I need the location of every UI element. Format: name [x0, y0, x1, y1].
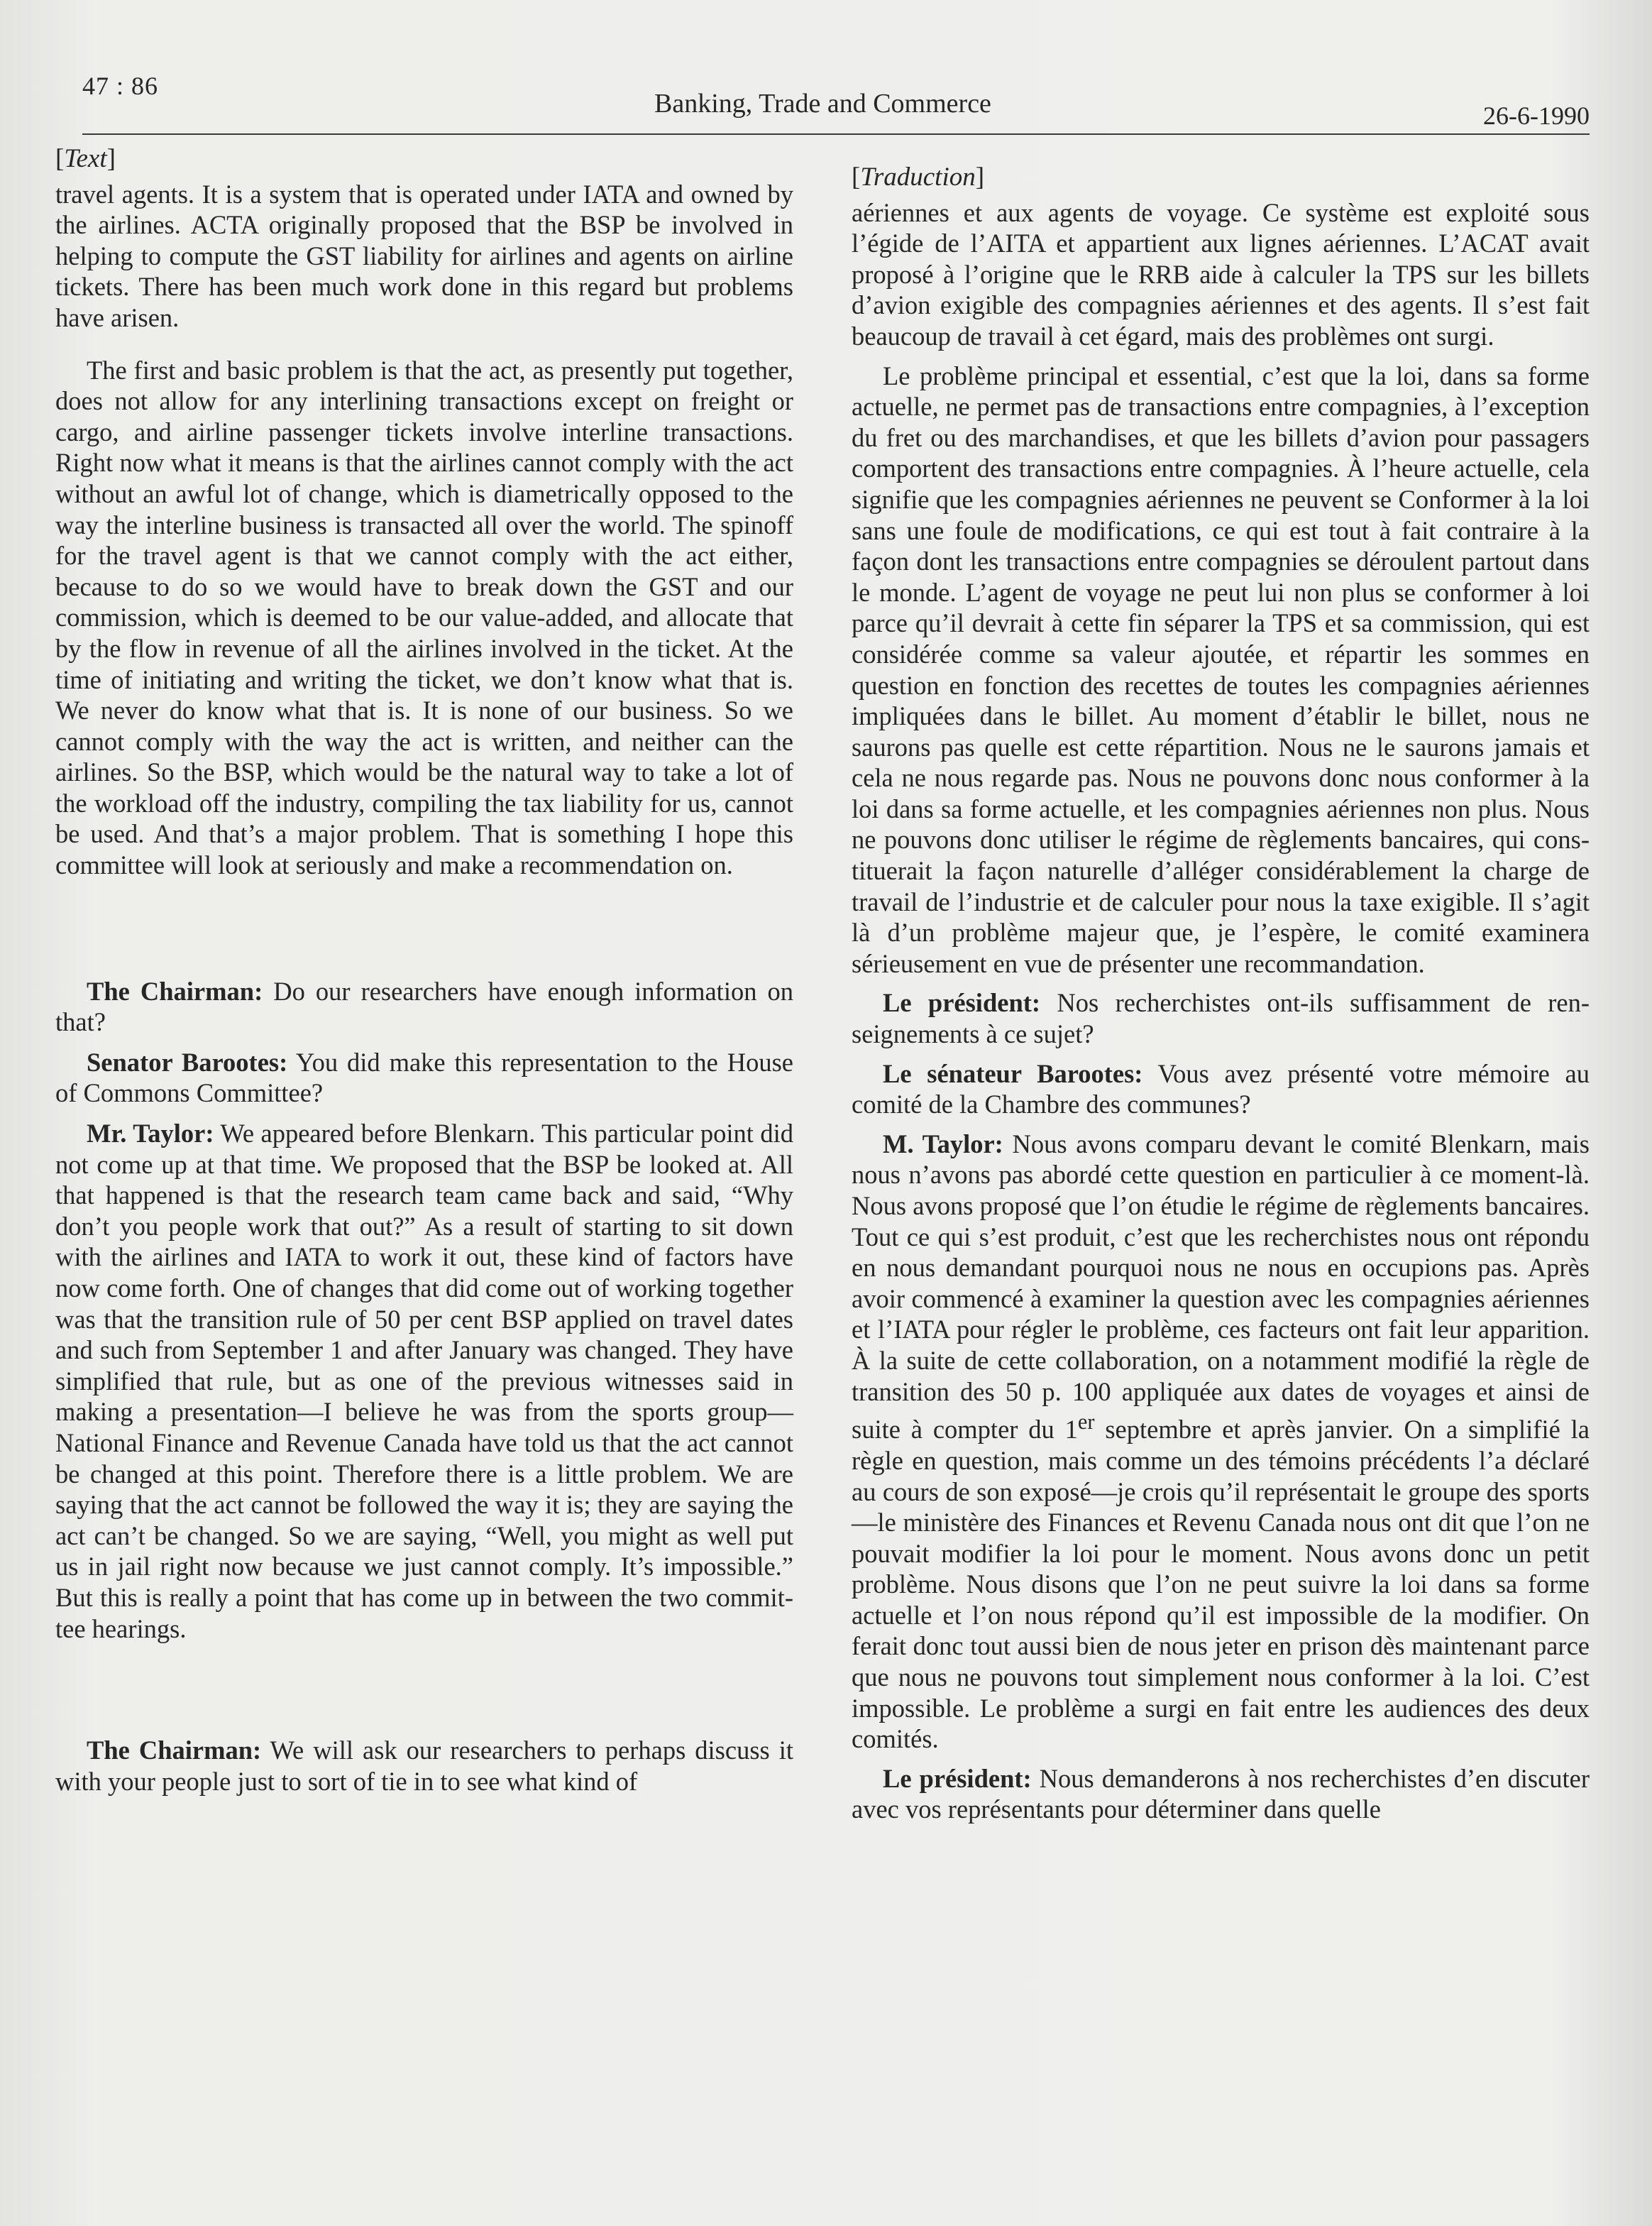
paragraph: The first and basic problem is that the act, as presently put together, does not allow for any interlining transactions except on freight or cargo, and airline passenger tickets involve interline transactions. Right now what it means is that the airlines cannot comply with the act without an awful lot of change, which is diametrically opposed to the way the interline business is transacted all over the world. The spinoff for the travel agent is that we cannot comply with the act either, because to do so we would have to break down the GST and our commission, which is deemed to be our value-added, and allocate that by the flow in revenue of all the airlines involved in the ticket. At the time of initiating and writing the ticket, we don’t know what that is. We never do know what that is. It is none of our business. So we cannot comply with the way the act is written, and neither can the airlines. So the BSP, which would be the natural way to take a lot of the workload off the industry, compiling the tax liability for us, cannot be used. And that’s a major problem. That is something I hope this committee will look at seriously and make a recommendation on.: [55, 355, 793, 880]
speech: [852, 1129, 1590, 1755]
speech: [55, 976, 793, 1038]
column-label: Text: [64, 144, 107, 173]
speech-text: Nous avons comparu devant le comité Blenkarn, mais nous n’avons pas abordé cette question en particulier à ce moment-là. Nous avons proposé que l’on étudie le régime de règlements bancaires. Tout ce qui s’est produit, c’est que les recherchistes nous ont répondu en nous demandant pourquoi nous ne nous en occupions pas. Après avoir commencé à examiner la question avec les compagnies aériennes et l’IATA pour régler le problème, ces facteurs ont fait leur apparition. À la suite de cette collaboration, on a notamment modifié la règle de transition des 50 p. 100 appliquée aux dates de voyages et ainsi de suite à compter du 1: [852, 1129, 1590, 1444]
page-date: 26-6-1990: [1483, 102, 1590, 130]
speech-text: Vous avez présenté votre mémoire au comité de la Chambre des communes?: [852, 1058, 1590, 1119]
speech: [852, 987, 1590, 1049]
french-column: [852, 162, 1590, 1825]
paragraph: Le problème principal et essential, c’est que la loi, dans sa forme actuelle, ne permet pas de transactions entre compagnies, à l’exception du fret ou des marchandises, et que les billets d’avion pour passagers comportent des transactions entre compagnies. À l’heure actuelle, cela signifie que les compagnies aériennes ne peuvent se Conformer à la loi sans une foule de modifications, ce qui est tout à fait contraire à la façon dont les transactions entre compagnies se déroulent partout dans le monde. L’agent de voyage ne peut lui non plus se conformer à loi parce qu’il devrait à cette fin séparer la TPS et sa commission, qui est considérée comme sa valeur ajoutée, et répartir les sommes en question en fonction des recettes de toutes les compagnies aériennes impliquées dans le billet. Au moment d’établir le billet, nous ne saurons pas quelle est cette répartition. Nous ne le saurons jamais et cela ne nous regarde pas. Nous ne pouvons donc nous conformer à la loi dans sa forme actuelle, et les compagnies aériennes non plus. Nous ne pouvons donc utiliser le régime de règlements bancaires, qui constituerait la façon naturelle d’alléger considérablement la charge de travail de l’industrie et de calculer pour nous la taxe exigible. Il s’agit là d’un problème majeur que, je l’espère, le comité examinera sérieusement en vue de présenter une recommandation.: [852, 361, 1590, 978]
column-label: Traduction: [860, 163, 976, 192]
header-rule: [82, 133, 1590, 135]
column-label-text: [Traduction]: [852, 163, 985, 192]
page-number: 47 : 86: [82, 72, 159, 100]
speech-text: You did make this representation to the House of Commons Committee?: [55, 1047, 793, 1108]
speech-text: septembre et après janvier. On a simplifié la règle en question, mais comme un des témoins précédents l’a déclaré au cours de son exposé—je crois qu’il représentait le groupe des sports—le ministère des Finances et Revenu Canada nous ont dit que l’on ne pouvait modifier la loi pour le moment. Nous avons donc un petit problème. Nous disons que l’on ne peut suivre la loi dans sa forme actuelle et l’on nous répond qu’il est impossible de la modifier. On ferait donc tout aussi bien de nous jeter en prison dès maintenant parce que nous ne pouvons tout simplement nous conformer à la loi. C’est impossible. Le problème a surgi en fait entre les audiences des deux comités.: [852, 1415, 1590, 1754]
speech-text: Nous demanderons à nos recherchistes d’en discuter avec vos représentants pour déterminer dans quelle: [852, 1763, 1590, 1824]
page-header: [82, 71, 1590, 136]
speech: [852, 1763, 1590, 1825]
speaker-name: The Chairman:: [87, 976, 263, 1006]
speech: [55, 1047, 793, 1109]
paragraph: aériennes et aux agents de voyage. Ce système est exploité sous l’égide de l’AITA et appartient aux lignes aériennes. L’ACAT avait proposé à l’origine que le RRB aide à calculer la TPS sur les billets d’avion exigible des compagnies aériennes et des agents. Il s’est fait beaucoup de travail à cet égard, mais des problèmes ont surgi.: [852, 197, 1590, 351]
speaker-name: Mr. Taylor:: [87, 1119, 214, 1148]
english-column: [55, 143, 793, 1797]
speech: [55, 1118, 793, 1644]
speech-text: Nos recherchistes ont-ils suffisamment de renseignements à ce sujet?: [852, 988, 1590, 1049]
speech-text: Do our researchers have enough information on that?: [55, 976, 793, 1037]
superscript: er: [1077, 1410, 1095, 1435]
speaker-name: Senator Barootes:: [87, 1047, 288, 1077]
speaker-name: Le président:: [883, 988, 1041, 1018]
paragraph: travel agents. It is a system that is operated under IATA and owned by the airlines. ACTA originally proposed that the BSP be involved in helping to compute the GST liability for airlines and agents on airline tickets. There has been much work done in this regard but problems have arisen.: [55, 179, 793, 332]
speech-text: We will ask our researchers to perhaps discuss it with your people just to sort of tie in to see what kind of: [55, 1736, 793, 1796]
speech-text: We appeared before Blenkarn. This particular point did not come up at that time. We proposed that the BSP be looked at. All that happened is that the research team came back and said, “Why don’t you people work that out?” As a result of starting to sit down with the airlines and IATA to work it out, these kind of factors have now come forth. One of changes that did come out of working together was that the transition rule of 50 per cent BSP applied on travel dates and such from September 1 and after January was changed. They have simplified that rule, but as one of the previous witnesses said in making a presentation—I believe he was from the sports group—National Finance and Revenue Canada have told us that the act cannot be changed at this point. Therefore there is a little problem. We are saying that the act cannot be followed the way it is; they are saying the act can’t be changed. So we are saying, “Well, you might as well put us in jail right now because we just cannot comply. It’s impossible.” But this is really a point that has come up in between the two committee hearings.: [55, 1119, 793, 1643]
speech: [852, 1058, 1590, 1120]
speaker-name: M. Taylor:: [883, 1129, 1003, 1158]
speech: [55, 1735, 793, 1797]
speaker-name: Le président:: [883, 1763, 1032, 1793]
running-title: Banking, Trade and Commerce: [654, 89, 991, 119]
speaker-name: The Chairman:: [87, 1736, 262, 1765]
speaker-name: Le sénateur Barootes:: [883, 1058, 1143, 1088]
column-label-text: [Text]: [55, 144, 116, 173]
